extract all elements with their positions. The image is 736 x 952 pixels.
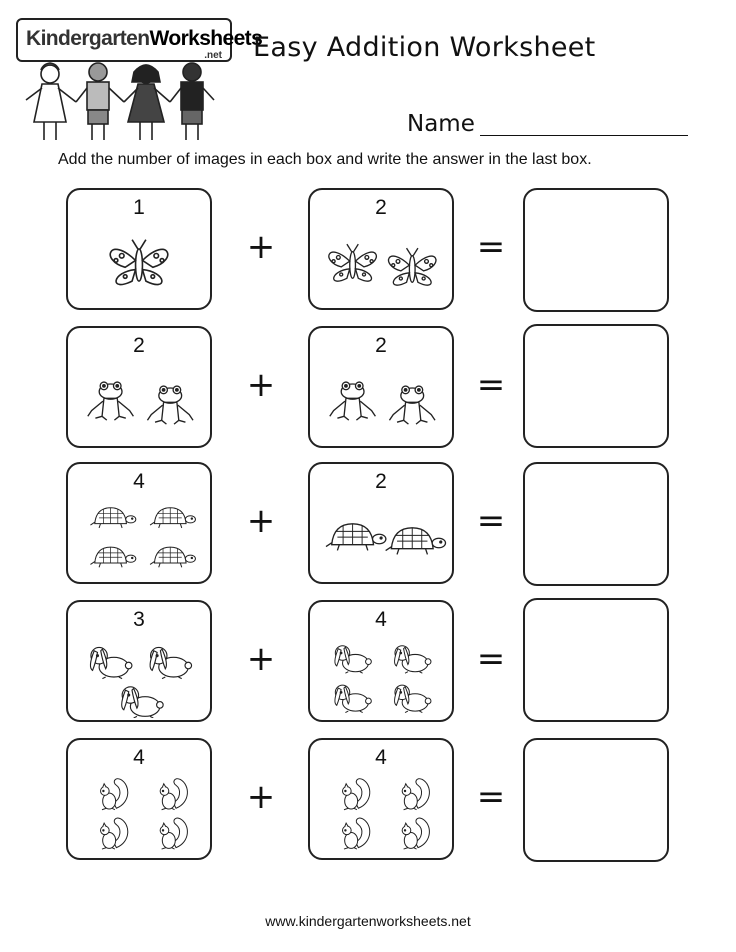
answer-box[interactable] bbox=[523, 188, 669, 312]
addend-number: 2 bbox=[375, 470, 387, 493]
addend-number: 1 bbox=[133, 196, 145, 219]
turtle-icon bbox=[90, 508, 135, 528]
squirrel-icon bbox=[101, 779, 128, 810]
plus-sign: + bbox=[246, 639, 276, 679]
instructions: Add the number of images in each box and write the answer in the last box. bbox=[58, 151, 592, 168]
picture-group bbox=[310, 498, 452, 580]
frog-icon bbox=[389, 386, 435, 424]
butterfly-icon bbox=[110, 240, 167, 285]
addend-box-right bbox=[308, 462, 454, 584]
bunny-icon bbox=[150, 647, 191, 678]
addend-box-left bbox=[66, 188, 212, 310]
picture-group bbox=[68, 362, 210, 444]
picture-group bbox=[310, 224, 452, 306]
addend-box-right bbox=[308, 326, 454, 448]
site-logo bbox=[14, 16, 263, 144]
plus-sign: + bbox=[246, 365, 276, 405]
turtle-icon bbox=[150, 508, 195, 528]
logo-net: .net bbox=[204, 50, 222, 61]
addend-number: 2 bbox=[133, 334, 145, 357]
addend-box-right bbox=[308, 738, 454, 860]
plus-sign: + bbox=[246, 501, 276, 541]
addend-number: 4 bbox=[133, 746, 145, 769]
bunny-icon bbox=[335, 685, 371, 712]
logo-text-kindergarten: Kindergarten bbox=[26, 27, 150, 50]
bunny-icon bbox=[90, 647, 131, 678]
logo-text bbox=[26, 27, 262, 51]
picture-group bbox=[68, 224, 210, 306]
page-title: Easy Addition Worksheet bbox=[253, 32, 596, 63]
addend-box-right bbox=[308, 600, 454, 722]
answer-box[interactable] bbox=[523, 598, 669, 722]
plus-sign: + bbox=[246, 777, 276, 817]
logo-text-worksheets: Worksheets bbox=[149, 27, 263, 50]
butterfly-icon bbox=[389, 248, 436, 285]
picture-group bbox=[68, 498, 210, 580]
addend-number: 2 bbox=[375, 196, 387, 219]
frog-icon bbox=[330, 382, 376, 420]
logo-banner bbox=[16, 18, 263, 62]
equals-sign: = bbox=[476, 639, 506, 679]
frog-icon bbox=[88, 382, 134, 420]
addend-box-left bbox=[66, 462, 212, 584]
addend-number: 2 bbox=[375, 334, 387, 357]
squirrel-icon bbox=[402, 779, 429, 810]
addend-number: 4 bbox=[133, 470, 145, 493]
bunny-icon bbox=[122, 687, 163, 718]
addend-box-left bbox=[66, 600, 212, 722]
squirrel-icon bbox=[160, 818, 187, 849]
picture-group bbox=[68, 774, 210, 856]
addend-number: 3 bbox=[133, 608, 145, 631]
frog-icon bbox=[147, 386, 193, 424]
addend-number: 4 bbox=[375, 608, 387, 631]
name-input-line[interactable] bbox=[480, 135, 688, 136]
squirrel-icon bbox=[160, 779, 187, 810]
equals-sign: = bbox=[476, 227, 506, 267]
squirrel-icon bbox=[343, 779, 370, 810]
bunny-icon bbox=[395, 646, 431, 673]
addend-box-right bbox=[308, 188, 454, 310]
turtle-icon bbox=[326, 524, 386, 551]
picture-group bbox=[68, 636, 210, 718]
squirrel-icon bbox=[101, 818, 128, 849]
name-label: Name bbox=[407, 111, 475, 137]
addend-box-left bbox=[66, 326, 212, 448]
equals-sign: = bbox=[476, 501, 506, 541]
turtle-icon bbox=[386, 528, 446, 555]
squirrel-icon bbox=[402, 818, 429, 849]
addend-number: 4 bbox=[375, 746, 387, 769]
kids-illustration-icon bbox=[20, 60, 220, 144]
answer-box[interactable] bbox=[523, 462, 669, 586]
equals-sign: = bbox=[476, 777, 506, 817]
picture-group bbox=[310, 362, 452, 444]
equals-sign: = bbox=[476, 365, 506, 405]
squirrel-icon bbox=[343, 818, 370, 849]
picture-group bbox=[310, 636, 452, 718]
answer-box[interactable] bbox=[523, 738, 669, 862]
turtle-icon bbox=[150, 547, 195, 567]
answer-box[interactable] bbox=[523, 324, 669, 448]
bunny-icon bbox=[395, 685, 431, 712]
picture-group bbox=[310, 774, 452, 856]
bunny-icon bbox=[335, 646, 371, 673]
addend-box-left bbox=[66, 738, 212, 860]
turtle-icon bbox=[90, 547, 135, 567]
footer-url: www.kindergartenworksheets.net bbox=[265, 913, 471, 929]
butterfly-icon bbox=[329, 244, 376, 281]
plus-sign: + bbox=[246, 227, 276, 267]
